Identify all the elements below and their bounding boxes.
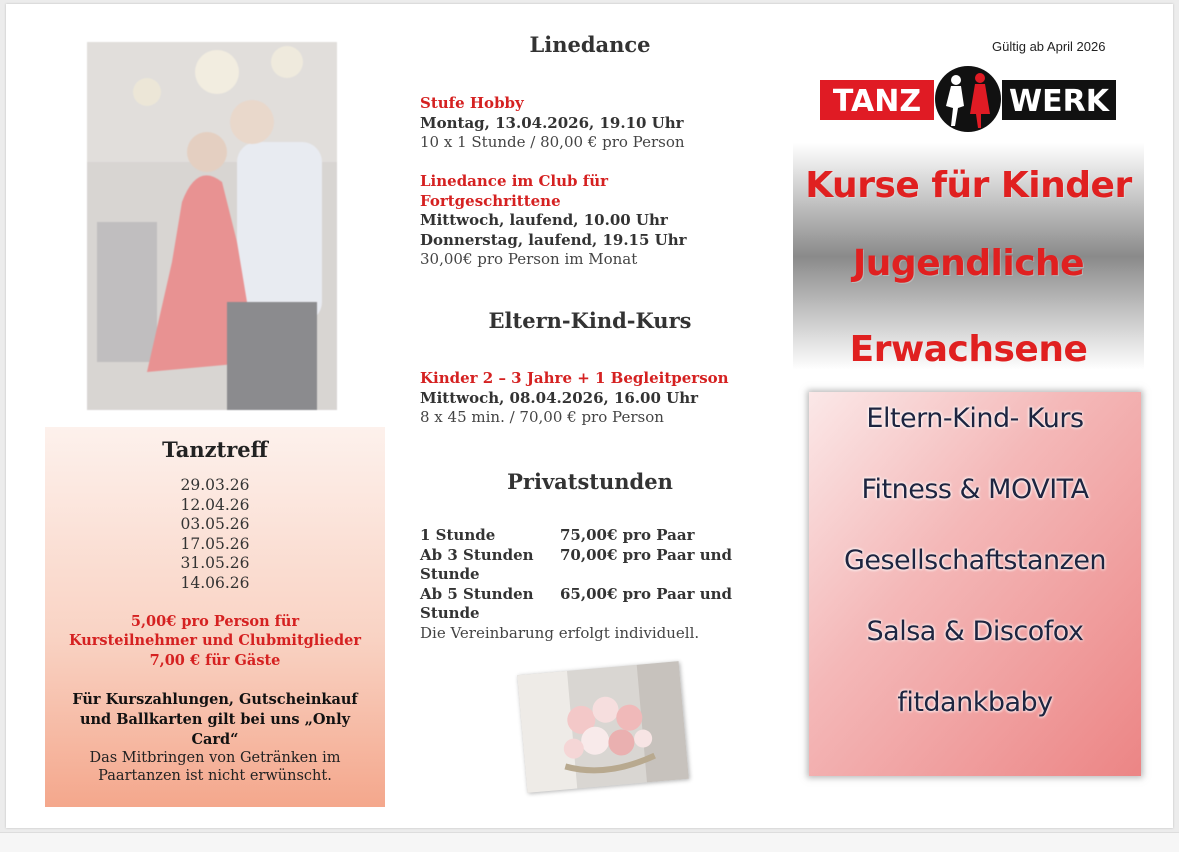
- club-when: Donnerstag, laufend, 19.15 Uhr: [420, 230, 687, 249]
- row-price: 70,00€ pro Paar und: [560, 545, 732, 564]
- couple-dancing-photo: [87, 42, 337, 410]
- eltern-kind-when: Mittwoch, 08.04.2026, 16.00 Uhr: [420, 388, 699, 407]
- eltern-kind-heading: Eltern-Kind-Kurs: [488, 308, 692, 333]
- row-price: 75,00€ pro Paar: [560, 526, 695, 544]
- drinks-line: Das Mitbringen von Getränken im: [89, 750, 341, 767]
- price-row: [420, 546, 760, 566]
- price-row: [420, 604, 760, 624]
- valid-from-label: Gültig ab April 2026: [992, 39, 1106, 54]
- eltern-kind-price: 8 x 45 min. / 70,00 € pro Person: [420, 408, 664, 427]
- tanztreff-date: 12.04.26: [180, 495, 250, 514]
- row-label: Stunde: [420, 565, 480, 584]
- price-row: [420, 526, 760, 546]
- tanztreff-date: 03.05.26: [180, 515, 250, 534]
- price-line: 7,00 € für Gäste: [149, 651, 281, 669]
- hobby-title: Stufe Hobby: [420, 94, 524, 112]
- payment-note: [45, 690, 385, 749]
- row-label: Ab 3 Stunden: [420, 545, 534, 564]
- row-price: [560, 565, 760, 585]
- bridal-bouquet-photo: [517, 661, 689, 793]
- tanztreff-date: 17.05.26: [180, 534, 250, 553]
- course-list-box: [809, 392, 1141, 776]
- audience-line: Kurse für Kinder: [805, 165, 1132, 206]
- price-line: 5,00€ pro Person für: [130, 612, 300, 630]
- drinks-line: Paartanzen ist nicht erwünscht.: [98, 768, 332, 785]
- linedance-heading: Linedance: [529, 32, 651, 57]
- club-title: Fortgeschrittene: [420, 191, 561, 210]
- linedance-hobby: [420, 94, 760, 153]
- row-label: 1 Stunde: [420, 526, 496, 544]
- page-bottom-strip: [0, 832, 1179, 852]
- svg-text:WERK: WERK: [1009, 84, 1109, 119]
- row-price: 65,00€ pro Paar und: [560, 584, 732, 603]
- hobby-price: 10 x 1 Stunde / 80,00 € pro Person: [420, 133, 685, 152]
- tanztreff-title: Tanztreff: [162, 437, 268, 462]
- course-item: Fitness & MOVITA: [861, 474, 1089, 505]
- linedance-club: [420, 172, 760, 270]
- payment-line: und Ballkarten gilt bei uns „Only: [79, 710, 351, 728]
- row-label: Ab 5 Stunden: [420, 584, 534, 603]
- course-item: Eltern-Kind- Kurs: [866, 403, 1084, 434]
- hobby-when: Montag, 13.04.2026, 19.10 Uhr: [420, 113, 684, 132]
- tanztreff-date: 31.05.26: [180, 554, 250, 573]
- club-when: Mittwoch, laufend, 10.00 Uhr: [420, 211, 668, 230]
- drinks-note: [45, 749, 385, 785]
- course-item: Gesellschaftstanzen: [843, 545, 1107, 576]
- tanzwerk-logo: [818, 66, 1118, 132]
- tanztreff-date: 14.06.26: [180, 573, 250, 592]
- tanztreff-dates: [45, 476, 385, 594]
- privatstunden-note: Die Vereinbarung erfolgt individuell.: [420, 623, 700, 642]
- price-row: [420, 585, 760, 605]
- club-title: Linedance im Club für: [420, 172, 609, 190]
- tanztreff-box: [45, 427, 385, 807]
- course-item: Salsa & Discofox: [866, 616, 1084, 647]
- svg-text:TANZ: TANZ: [832, 84, 922, 119]
- eltern-kind-kids: Kinder 2 – 3 Jahre + 1 Begleitperson: [420, 369, 729, 387]
- tanztreff-price: [45, 612, 385, 671]
- audience-box: [793, 143, 1144, 370]
- payment-line: Für Kurszahlungen, Gutscheinkauf: [72, 691, 358, 709]
- privatstunden-table: [420, 526, 760, 644]
- privatstunden-heading: Privatstunden: [507, 469, 673, 494]
- row-price: [560, 604, 760, 624]
- row-label: Stunde: [420, 604, 480, 623]
- price-row: [420, 565, 760, 585]
- club-price: 30,00€ pro Person im Monat: [420, 250, 638, 269]
- price-line: Kursteilnehmer und Clubmitglieder: [68, 632, 362, 650]
- tanztreff-date: 29.03.26: [180, 476, 250, 494]
- eltern-kind-details: [420, 369, 760, 428]
- audience-line: Erwachsene: [849, 329, 1088, 370]
- audience-line: Jugendliche: [852, 243, 1085, 284]
- course-item: fitdankbaby: [897, 687, 1053, 718]
- payment-line: Card“: [191, 730, 239, 748]
